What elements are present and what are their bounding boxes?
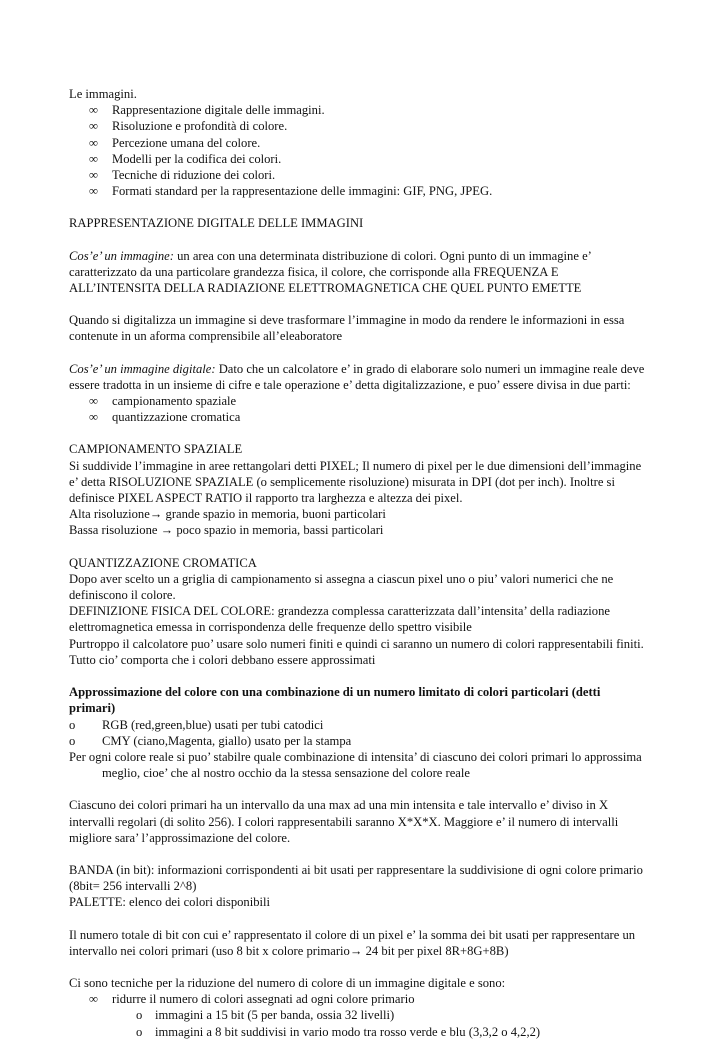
- intro-list-item: [69, 151, 649, 167]
- paragraph: Purtroppo il calcolatore puo’ usare solo numeri finiti e quindi ci saranno un numero di colori rappresentabili finiti. Tutto cio’ comporta che i colori debbano essere approssimati: [69, 636, 644, 667]
- paragraph: DEFINIZIONE FISICA DEL COLORE: grandezza complessa caratterizzata dall’intensita’ della radiazione elettromagnetica emessa in corrispondenza delle frequenze dello spettro visibile: [69, 604, 610, 635]
- intro-item-text: Rappresentazione digitale delle immagini.: [112, 103, 325, 118]
- bold-heading: Approssimazione del colore con una combinazione di un numero limitato di colori particolari (detti primari): [69, 685, 601, 716]
- intro-title: Le immagini.: [69, 87, 137, 101]
- definition-paragraph: [69, 361, 649, 393]
- section-heading: RAPPRESENTAZIONE DIGITALE DELLE IMMAGINI: [69, 216, 364, 231]
- arrow-icon: →: [149, 507, 163, 522]
- paragraph: Si suddivide l’immagine in aree rettangolari detti PIXEL; Il numero di pixel per le due dimensioni dell’immagine e’ detta RISOLUZIONE SPAZIALE (o semplicemente risoluzione) misurata in DPI (dot per inch). Inoltre si definisce PIXEL ASPECT RATIO il rapporto tra larghezza e altezza dei pixel.: [69, 458, 642, 506]
- intro-list-item: [69, 183, 649, 199]
- paragraph: Per ogni colore reale si puo’ stabilre quale combinazione di intensita’ di ciascuno dei colori primari lo approssima meglio, cioe’ che al nostro occhio da la stessa sensazione del colore reale: [69, 749, 642, 781]
- circle-bullet-icon: o: [69, 717, 76, 732]
- intro-list-item: [69, 118, 649, 134]
- infinity-bullet-icon: ∞: [89, 151, 98, 166]
- paragraph: Dopo aver scelto un a griglia di campionamento si assegna a ciascun pixel uno o piu’ valori numerici che ne definiscono il colore.: [69, 571, 614, 603]
- circle-bullet-icon: o: [136, 1024, 143, 1039]
- sub-list-item: o immagini a 8 bit suddivisi in vario modo tra rosso verde e blu (3,3,2 o 4,2,2): [136, 1024, 541, 1039]
- paragraph: Quando si digitalizza un immagine si deve trasformare l’immagine in modo da rendere le informazioni in essa contenute in un aforma comprensibile all’eleaboratore: [69, 313, 625, 344]
- intro-list-item: [69, 135, 649, 151]
- model-list-item: o RGB (red,green,blue) usati per tubi catodici: [69, 717, 324, 732]
- definition-term: Cos’e’ un immagine:: [69, 248, 174, 263]
- arrow-icon: →: [160, 523, 174, 538]
- definition-term: Cos’e’ un immagine digitale:: [69, 361, 216, 376]
- parts-list-item: [69, 409, 649, 425]
- definition-paragraph: [69, 248, 649, 297]
- technique-list-item: ∞ ridurre il numero di colori assegnati ad ogni colore primario: [89, 992, 415, 1007]
- infinity-bullet-icon: ∞: [89, 992, 98, 1007]
- arrow-icon: →: [349, 943, 363, 958]
- paragraph: Ci sono tecniche per la riduzione del numero di colore di un immagine digitale e sono:: [69, 975, 506, 990]
- model-list-item: o CMY (ciano,Magenta, giallo) usato per la stampa: [69, 733, 352, 748]
- intro-item-text: Modelli per la codifica dei colori.: [112, 151, 282, 166]
- intro-item-text: Tecniche di riduzione dei colori.: [112, 168, 276, 183]
- paragraph: PALETTE: elenco dei colori disponibili: [69, 895, 271, 910]
- infinity-bullet-icon: ∞: [89, 394, 98, 409]
- parts-item-text: campionamento spaziale: [112, 394, 237, 409]
- circle-bullet-icon: o: [136, 1008, 143, 1023]
- infinity-bullet-icon: ∞: [89, 119, 98, 134]
- infinity-bullet-icon: ∞: [89, 410, 98, 425]
- infinity-bullet-icon: ∞: [89, 184, 98, 199]
- resolution-line: Bassa risoluzione → poco spazio in memoria, bassi particolari: [69, 523, 384, 538]
- definition-text: un area con una determinata distribuzione di colori. Ogni punto di un immagine e’ caratterizzato da una particolare grandezza fisica, il colore, che corrisponde alla FREQUENZA E ALL’INTENSITA DELLA RADIAZIONE ELETTROMAGNETICA CHE QUEL PUNTO EMETTE: [69, 248, 591, 296]
- intro-list-item: [69, 102, 649, 118]
- infinity-bullet-icon: ∞: [89, 135, 98, 150]
- section-heading: CAMPIONAMENTO SPAZIALE: [69, 442, 243, 457]
- intro-item-text: Formati standard per la rappresentazione delle immagini: GIF, PNG, JPEG.: [112, 184, 493, 199]
- infinity-bullet-icon: ∞: [89, 168, 98, 183]
- infinity-bullet-icon: ∞: [89, 103, 98, 118]
- paragraph: Ciascuno dei colori primari ha un intervallo da una max ad una min intensita e tale intervallo e’ diviso in X intervalli regolari (di solito 256). I colori rappresentabili saranno X*X*X. Maggiore e’ il numero di intervalli migliore sara’ l’approssimazione del colore.: [69, 798, 619, 845]
- parts-item-text: quantizzazione cromatica: [112, 410, 241, 425]
- intro-item-text: Risoluzione e profondità di colore.: [112, 119, 288, 134]
- parts-list-item: [69, 393, 649, 409]
- paragraph: BANDA (in bit): informazioni corrispondenti ai bit usati per rappresentare la suddivisione di ogni colore primario (8bit= 256 intervalli 2^8): [69, 862, 643, 894]
- resolution-line: Alta risoluzione→ grande spazio in memoria, buoni particolari: [69, 507, 386, 522]
- intro-item-text: Percezione umana del colore.: [112, 135, 261, 150]
- paragraph: Il numero totale di bit con cui e’ rappresentato il colore di un pixel e’ la somma dei bit usati per rappresentare un intervallo nei colori primari (uso 8 bit x colore primario→ 24 bit per pixel 8R+8G+8B): [69, 927, 636, 958]
- definition-text: Dato che un calcolatore e’ in grado di elaborare solo numeri un immagine reale deve essere tradotta in un insieme di cifre e tale operazione e’ detta digitalizzazione, e puo’ essere divisa in due parti:: [69, 361, 645, 392]
- section-heading: QUANTIZZAZIONE CROMATICA: [69, 555, 257, 570]
- circle-bullet-icon: o: [69, 733, 76, 748]
- document-body: [69, 86, 649, 1040]
- sub-list-item: o immagini a 15 bit (5 per banda, ossia 32 livelli): [136, 1008, 395, 1023]
- intro-list-item: [69, 167, 649, 183]
